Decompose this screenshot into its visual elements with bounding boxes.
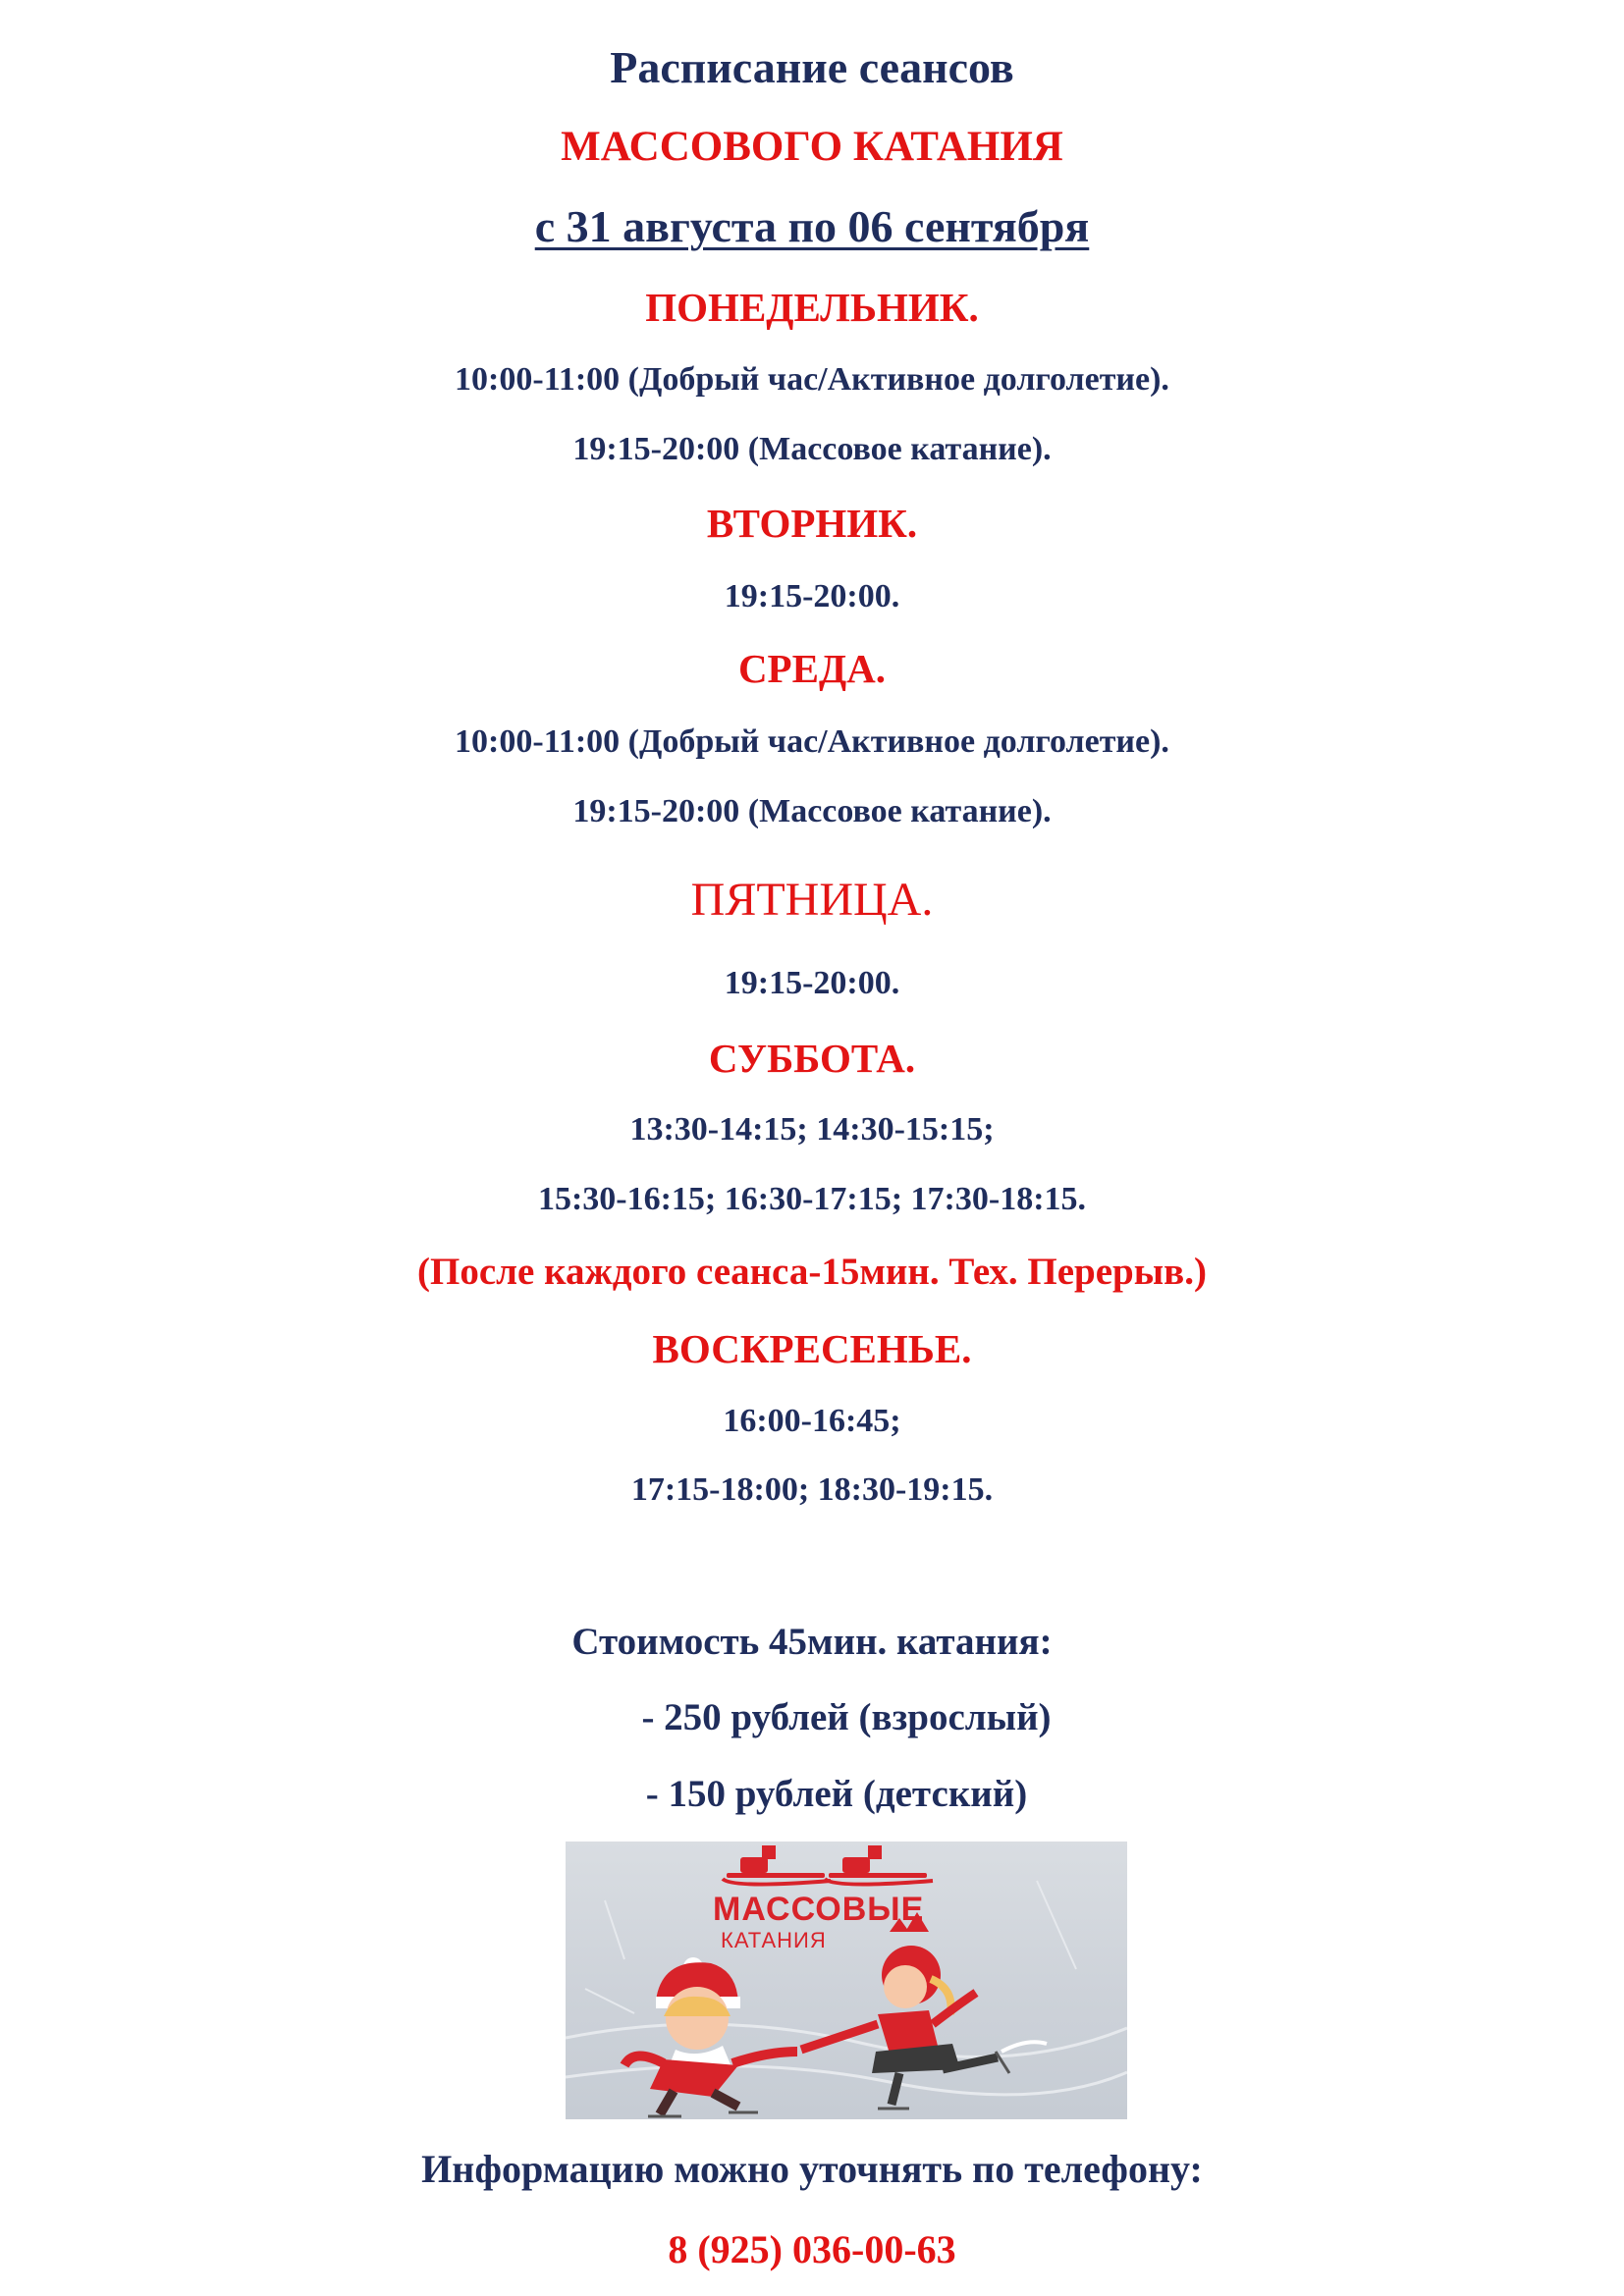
time-slot: 13:30-14:15; 14:30-15:15;	[629, 1111, 995, 1148]
page-title: Расписание сеансов	[610, 42, 1014, 92]
day-heading-saturday: СУББОТА.	[708, 1036, 916, 1081]
logo-text-line1: МАССОВЫЕ	[713, 1891, 925, 1928]
day-heading-monday: ПОНЕДЕЛЬНИК.	[645, 285, 979, 330]
time-slot: 15:30-16:15; 16:30-17:15; 17:30-18:15.	[537, 1181, 1087, 1217]
time-slot: 19:15-20:00 (Массовое катание).	[572, 431, 1052, 467]
skaters-illustration-icon	[566, 1842, 1127, 2119]
day-heading-friday: ПЯТНИЦА.	[690, 874, 934, 926]
time-slot: 19:15-20:00.	[724, 965, 900, 1001]
price-child: - 150 рублей (детский)	[645, 1773, 1028, 1815]
price-title: Стоимость 45мин. катания:	[571, 1621, 1053, 1663]
skating-logo-image	[566, 1842, 1127, 2119]
time-slot: 16:00-16:45;	[723, 1403, 901, 1439]
day-heading-sunday: ВОСКРЕСЕНЬЕ.	[652, 1326, 972, 1371]
logo-text-line2: КАТАНИЯ	[721, 1928, 827, 1952]
contact-phone: 8 (925) 036-00-63	[668, 2227, 956, 2271]
time-slot: 17:15-18:00; 18:30-19:15.	[630, 1471, 994, 1508]
time-slot: 10:00-11:00 (Добрый час/Активное долголетие).	[455, 361, 1169, 398]
time-slot: 19:15-20:00.	[724, 578, 900, 614]
time-slot: 10:00-11:00 (Добрый час/Активное долголетие).	[455, 723, 1169, 760]
break-note: (После каждого сеанса-15мин. Тех. Перерыв.)	[417, 1251, 1207, 1293]
contact-label: Информацию можно уточнять по телефону:	[421, 2147, 1203, 2191]
date-range	[0, 201, 1624, 251]
price-adult: - 250 рублей (взрослый)	[641, 1696, 1052, 1738]
time-slot: 19:15-20:00 (Массовое катание).	[572, 793, 1052, 829]
day-heading-tuesday: ВТОРНИК.	[706, 501, 918, 546]
day-heading-wednesday: СРЕДА.	[737, 646, 887, 691]
date-range-text: с 31 августа по 06 сентября	[534, 201, 1090, 251]
page-subtitle: МАССОВОГО КАТАНИЯ	[561, 124, 1063, 170]
